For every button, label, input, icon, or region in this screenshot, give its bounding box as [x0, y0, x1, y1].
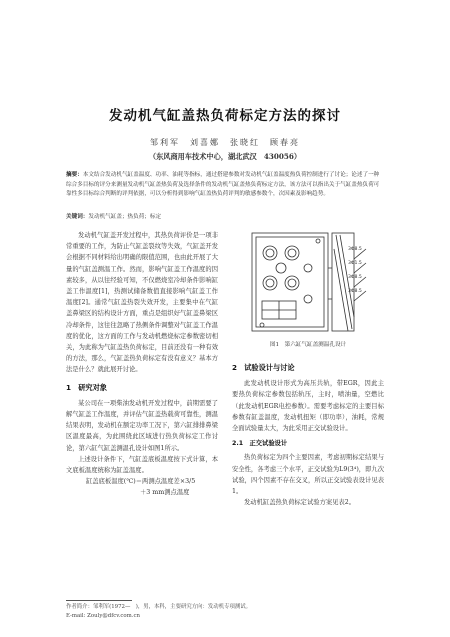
footnote-author-info: 作者简介：邹利军(1972— )，男，本科，主要研究方向：发动机专项测试。: [66, 604, 252, 610]
subsection-2-1-paragraph-2: 发动机缸盖热负荷标定试验方案见表2。: [244, 499, 356, 507]
figure-cylinder-head: [248, 229, 373, 335]
keywords-block: [66, 212, 384, 220]
subsection-2-1-paragraph-1: 热负荷标定为四个主要因素，考虑初期标定结果与安全性，各考虑三个水平，正交试验为L9(3⁴)，即九次试验，四个因素不存在交叉，所以正交试验表设计见表1。: [232, 454, 384, 496]
footnote-email: E-mail: Zouly@dfcv.com.cn: [66, 613, 140, 619]
paper-authors: 邹利军 刘喜娜 张晓红 顾春亮: [150, 138, 300, 147]
section-1-paragraph-2: 上述设计条件下，气缸盖底板温度按下式计算，本文底板温度统称为缸盖温度。: [66, 455, 218, 475]
footnote-divider: [66, 600, 132, 601]
paper-title: 发动机气缸盖热负荷标定方法的探讨: [109, 108, 341, 124]
keywords-label: 关键词：: [66, 214, 89, 220]
section-1-paragraph-1: 某公司在一项柴油发动机开发过程中，前期需要了解气缸盖工作温度，并评估气缸盖热载荷可靠性，测温结果表明，发动机在额定功率工况下，第六缸排排鼻梁区温度最高，为此围绕此区域进行热负荷标定工作讨论，第六缸气缸盖测温孔设计如图1所示。: [66, 399, 218, 452]
figure-caption: 图1 第六缸气缸盖测温孔设计: [269, 342, 347, 348]
footnote: [66, 603, 384, 621]
figure-annotation: 3Φ8.5: [348, 247, 362, 252]
abstract-block: [66, 171, 384, 200]
right-column: [232, 356, 384, 508]
keywords-text: 发动机气缸盖；热负荷；标定: [88, 214, 162, 220]
figure-annotations: [348, 243, 362, 299]
abstract-text: 本文结合发动机气缸盖温度、功率、油耗等指标，通过搭建参数对发动机气缸盖温度热负荷控制进行了讨论；论述了一种综合多目标的评分来测量发动机气缸盖热负荷及选择条件的发动机气缸盖热负荷标定方法，该方法可以指出关于气缸盖热负荷可靠性多目标综合判断的评判依据，可以分析得到影响气缸盖热负荷评判的敏感参数个，次因素及影响趋势。: [66, 172, 380, 198]
left-column: [66, 230, 218, 499]
figure-annotation: 3Φ8.5: [348, 275, 362, 280]
intro-paragraph: 发动机气缸盖开发过程中，其热负荷评价是一项非常重要的工作，为防止气缸盖裂纹等失效，气缸盖开发会根据不同材料给出明确的限值范围，也由此开展了大量的气缸盖测温工作。然而，影响气缸盖工作温度的因素较多，从以往经验可知，不仅燃烧室冷却条件影响缸盖工作温度[1]，热测试储备数值直接影响气缸盖工作温度[2]。通常气缸盖热裂失效开发，主要集中在气缸盖鼻梁区的结构设计方面，重点是组织好气缸盖鼻梁区冷却条件，这往往忽略了热侧条件调整对气缸盖工作温度的优化，这方面的工作与发动机燃烧标定参数密切相关，为此称为气缸盖热负荷标定，目前还没有一种有效的方法，那么，气缸盖热负荷标定有没有意义？基本方法是什么？就此展开讨论。: [66, 232, 218, 374]
section-2-paragraph-1: 此发动机设计形式为高压共轨，带EGR，因此主要热负荷标定参数包括轨压，主时，喷油量，空燃比（此发动机EGR电控参数）。需要考虑标定的主要目标参数有缸盖温度，发动机扭矩（即功率），油耗，常规全面试验量太大，为此采用正交试验设计。: [232, 380, 384, 433]
section-1-heading: 1 研究对象: [66, 382, 107, 392]
figure-annotation: 3Φ8.5: [348, 289, 362, 294]
formula-line-1: 缸盖底板温度(℃)＝两测点温度差×3/5: [86, 478, 196, 486]
subsection-2-1-heading: 2.1 正交试验设计: [232, 440, 288, 448]
paper-affiliation: （东风商用车技术中心，湖北武汉 430056）: [148, 152, 302, 161]
section-2-heading: 2 试验设计与讨论: [232, 363, 295, 372]
abstract-label: 摘要：: [66, 172, 83, 178]
figure-annotation: 3Φ1.5: [348, 261, 362, 266]
formula-line-2: ＋3 mm测点温度: [140, 489, 190, 497]
